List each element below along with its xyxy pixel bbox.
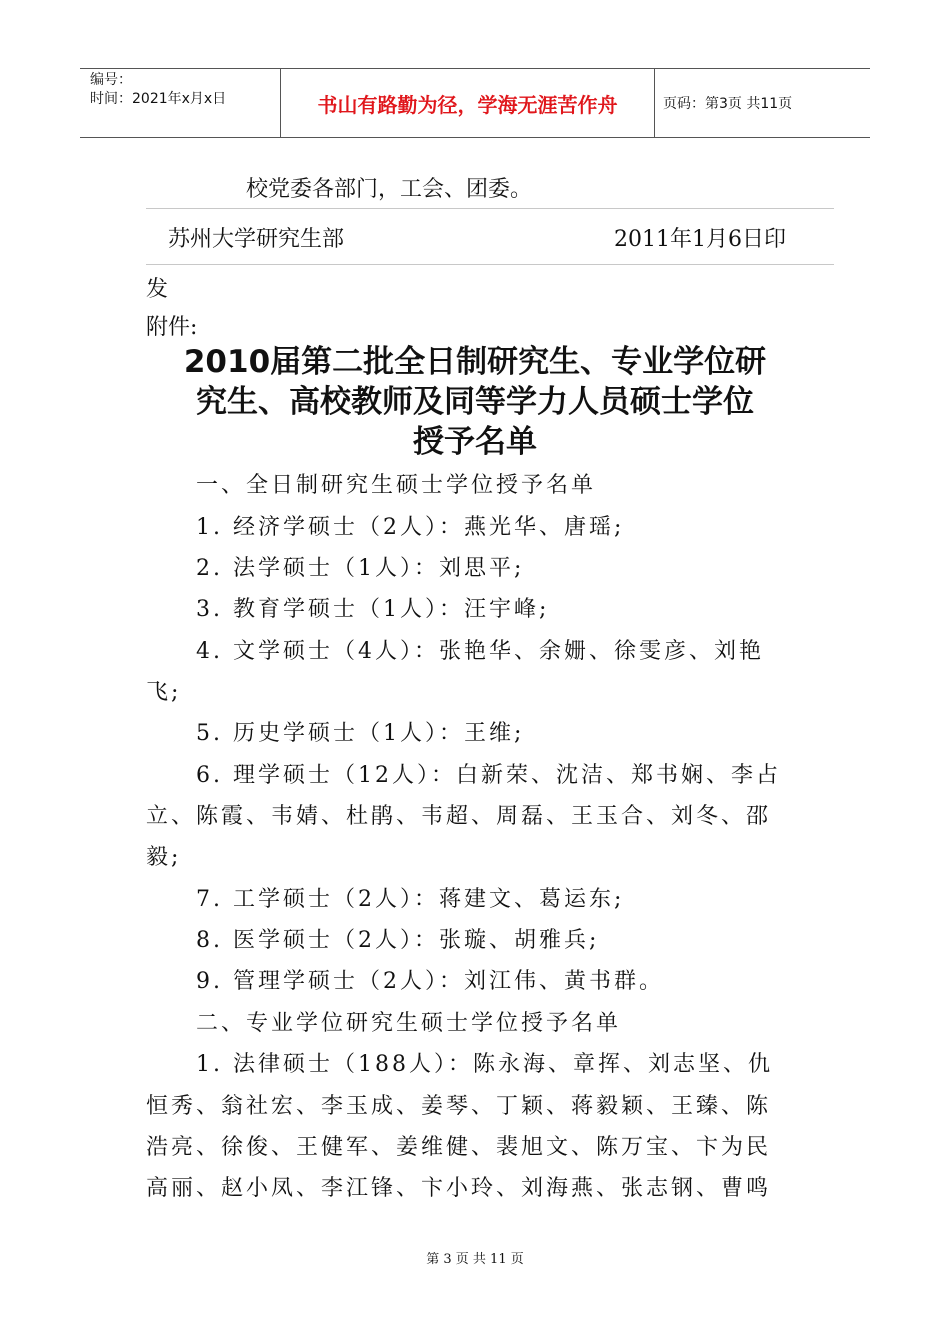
list-item-continuation: 飞; [146, 680, 182, 705]
list-item: 1. 经济学硕士（2人）：燕光华、唐瑶; [196, 515, 625, 540]
list-item: 2. 法学硕士（1人）：刘思平; [196, 556, 525, 581]
list-item: 4. 文学硕士（4人）：张艳华、余姗、徐雯彦、刘艳 [196, 639, 764, 664]
header-motto: 书山有路勤为径，学海无涯苦作舟 [280, 69, 655, 137]
section-heading-2: 二、专业学位研究生硕士学位授予名单 [196, 1011, 622, 1036]
divider-top [146, 208, 834, 209]
list-item: 5. 历史学硕士（1人）：王维; [196, 721, 525, 746]
attachment-label: 附件: [146, 315, 198, 340]
list-item-continuation: 恒秀、翁社宏、李玉成、姜琴、丁颖、蒋毅颖、王臻、陈 [146, 1094, 772, 1119]
document-title-line-2: 究生、高校教师及同等学力人员硕士学位 [196, 384, 754, 420]
list-item: 8. 医学硕士（2人）：张璇、胡雅兵; [196, 928, 600, 953]
list-item-continuation: 立、陈霞、韦婧、杜鹃、韦超、周磊、王玉合、刘冬、邵 [146, 804, 772, 829]
document-time-label: 时间：2021年x月x日 [90, 91, 227, 107]
list-item: 1. 法律硕士（188人）：陈永海、章挥、刘志坚、仇 [196, 1052, 773, 1077]
document-title-line-1: 2010届第二批全日制研究生、专业学位研 [183, 344, 767, 380]
issue-date: 2011年1月6日印 [614, 227, 786, 252]
header-meta [80, 69, 280, 137]
list-item: 9. 管理学硕士（2人）：刘江伟、黄书群。 [196, 969, 664, 994]
list-item: 6. 理学硕士（12人）：白新荣、沈洁、郑书娴、李占 [196, 763, 781, 788]
document-title-line-3: 授予名单 [413, 424, 537, 460]
issuer: 苏州大学研究生部 [168, 227, 345, 252]
issue-date-continuation: 发 [146, 277, 169, 302]
list-item-continuation: 浩亮、徐俊、王健军、姜维健、裴旭文、陈万宝、卞为民 [146, 1135, 772, 1160]
header-table [80, 68, 870, 138]
list-item: 3. 教育学硕士（1人）：汪宇峰; [196, 597, 550, 622]
header-page-info: 页码：第3页 共11页 [663, 96, 793, 112]
section-heading-1: 一、全日制研究生硕士学位授予名单 [196, 473, 597, 498]
page-footer: 第 3 页 共 11 页 [426, 1252, 524, 1267]
divider-bottom [146, 264, 834, 265]
list-item-continuation: 高丽、赵小凤、李江锋、卞小玲、刘海燕、张志钢、曹鸣 [146, 1176, 772, 1201]
document-number-label: 编号： [90, 72, 132, 88]
list-item-continuation: 毅; [146, 845, 182, 870]
recipients-line: 校党委各部门，工会、团委。 [246, 177, 533, 202]
list-item: 7. 工学硕士（2人）：蒋建文、葛运东; [196, 887, 625, 912]
